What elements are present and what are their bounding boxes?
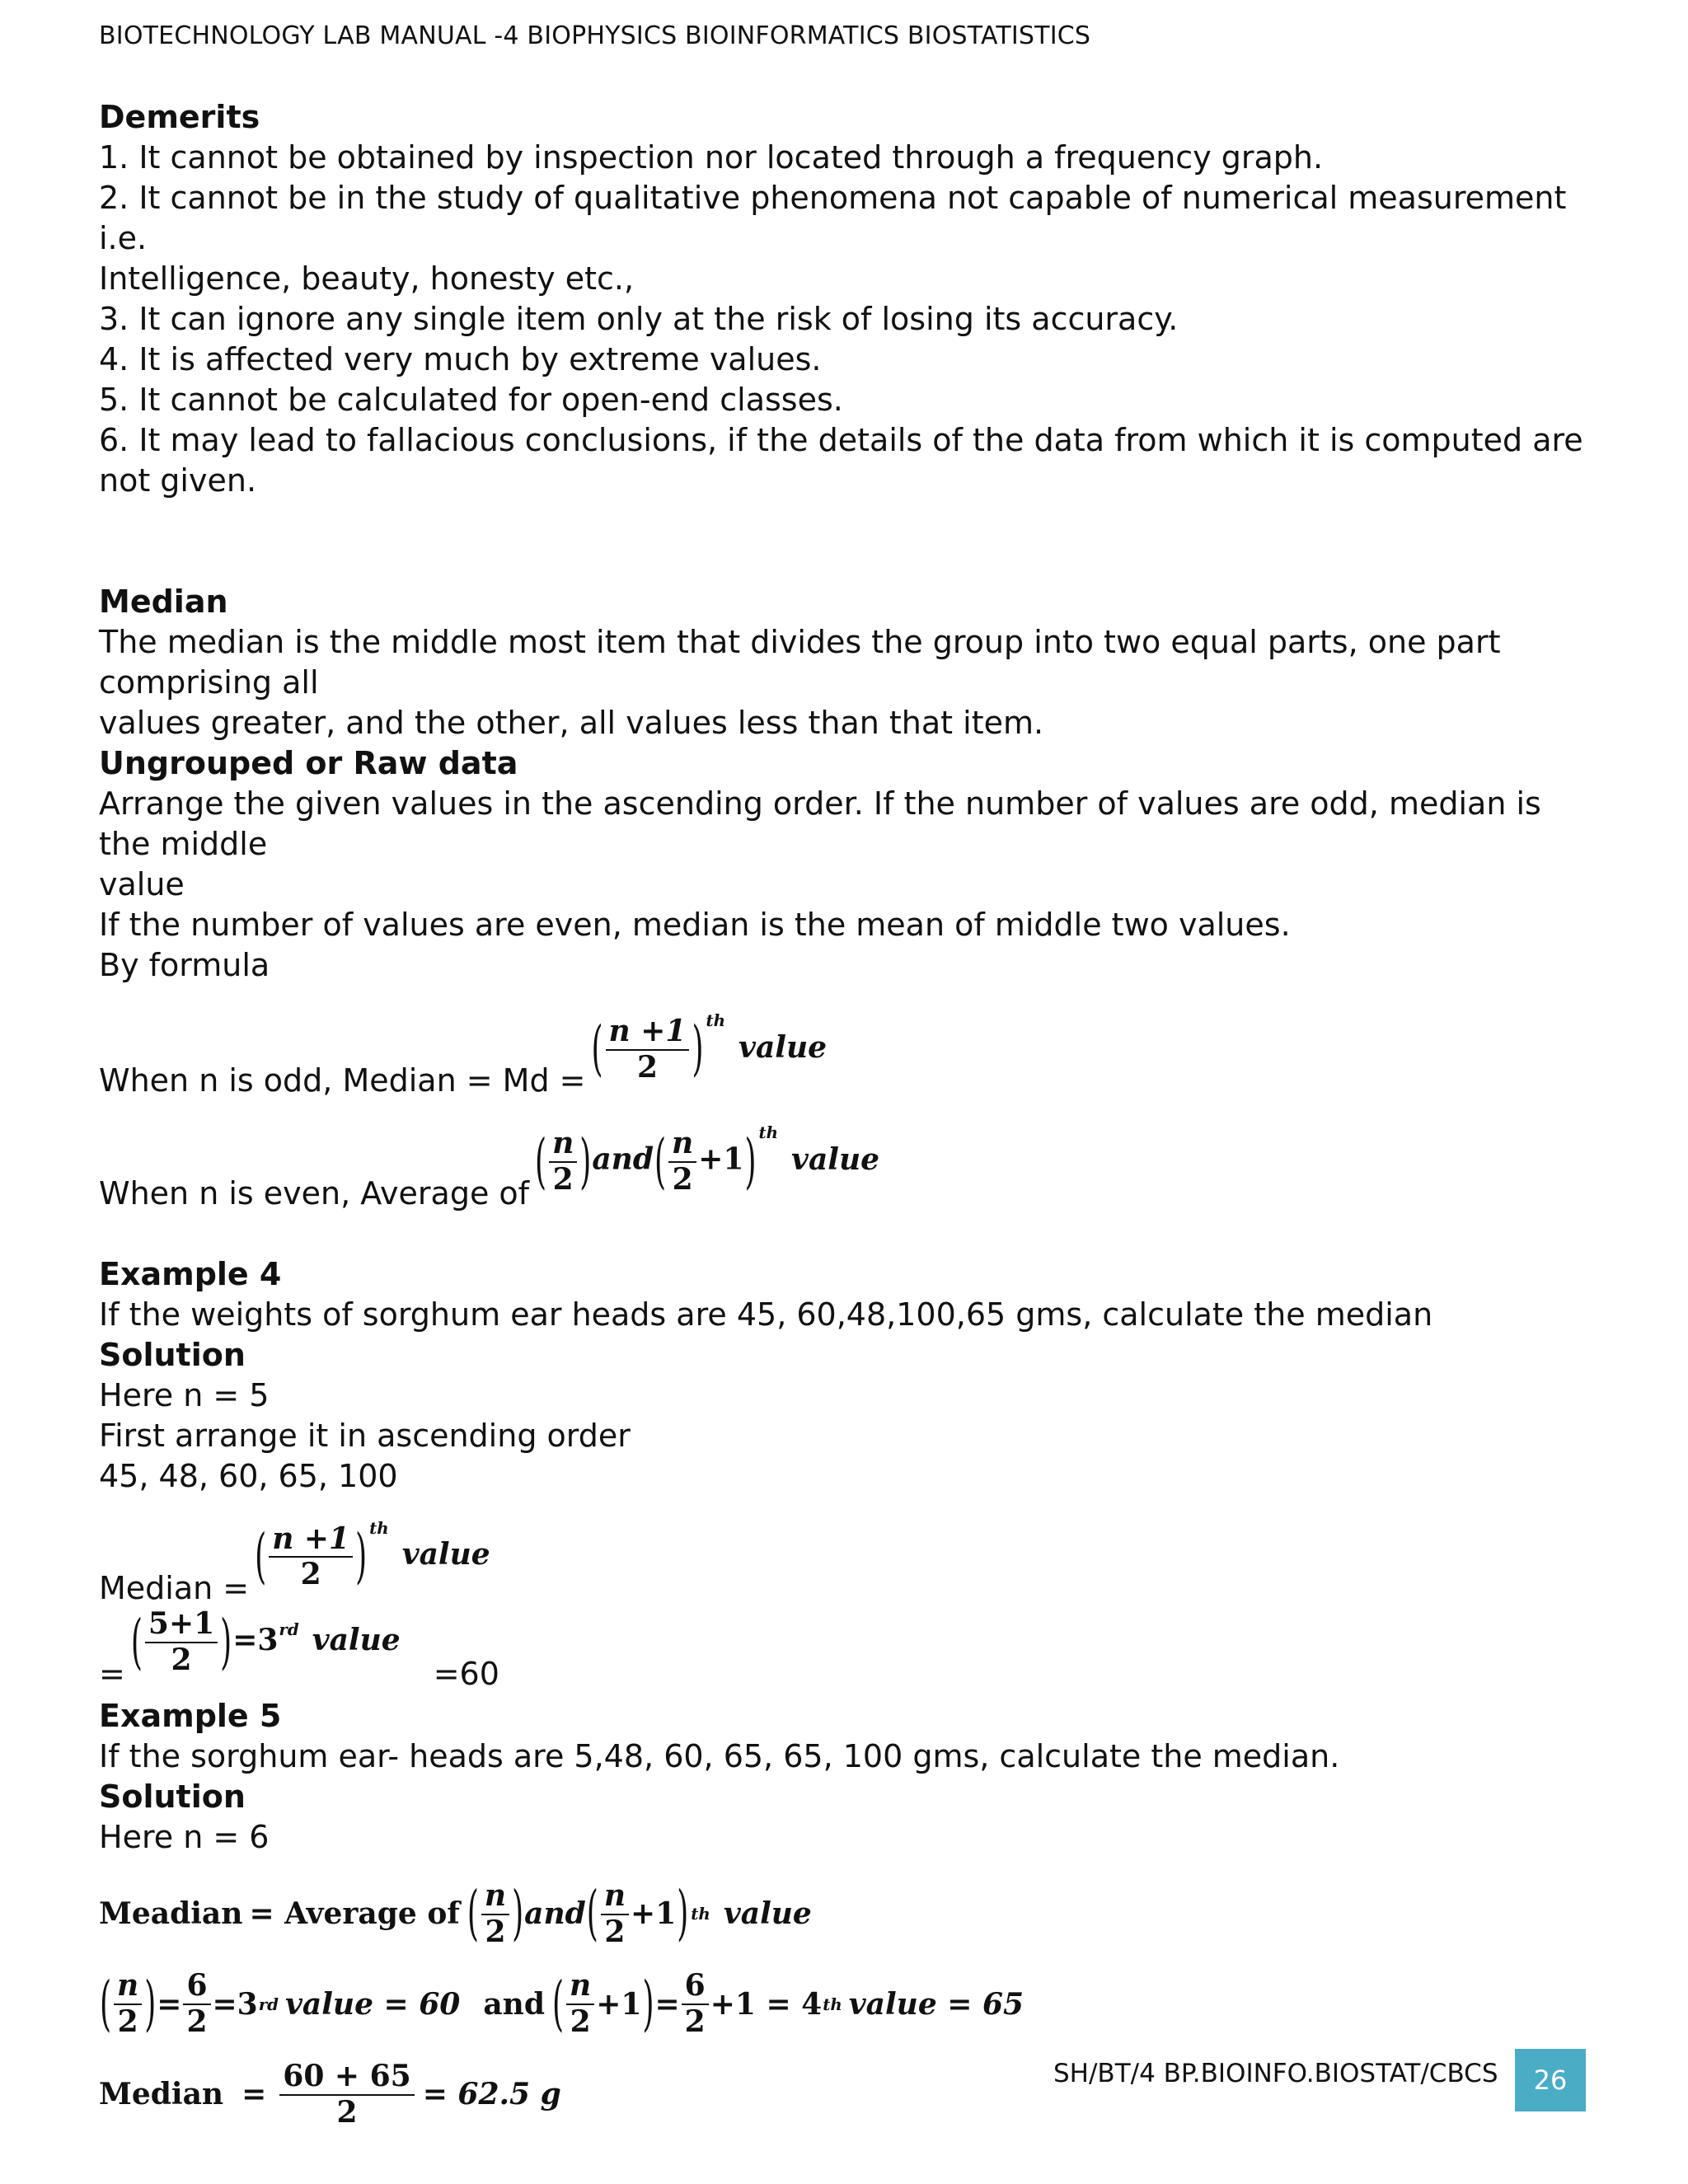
demerits-line: 2. It cannot be in the study of qualitative phenomena not capable of numerical measurement i.e. (99, 180, 1567, 256)
demerits-line: 3. It can ignore any single item only at the risk of losing its accuracy. (99, 301, 1179, 337)
example4-eq: = (99, 1655, 125, 1692)
demerits-line: 6. It may lead to fallacious conclusions, if the details of the data from which it is computed are (99, 422, 1583, 458)
example5-result: Median = $\frac{60 + 65}{2}$ = 62.5 g (99, 2059, 561, 2130)
example5-heading: Example 5 (99, 1697, 282, 1734)
example5-average-formula: Meadian = Average of ( $\frac{n}{2}$ ) and ( $\frac{n}{2}$ +1 ) th value (99, 1877, 812, 1949)
odd-formula-label: When n is odd, Median = Md = (99, 1062, 586, 1099)
example4-n: Here n = 5 (99, 1376, 270, 1413)
demerits-line: 4. It is affected very much by extreme values. (99, 341, 822, 377)
median-definition: values greater, and the other, all values less than that item. (99, 705, 1044, 741)
example5-problem: If the sorghum ear- heads are 5,48, 60, 65, 65, 100 gms, calculate the median. (99, 1737, 1340, 1774)
demerits-line: 5. It cannot be calculated for open-end classes. (99, 382, 843, 418)
demerits-line: not given. (99, 462, 257, 499)
ungrouped-heading: Ungrouped or Raw data (99, 745, 518, 781)
odd-formula (99, 1010, 1599, 1101)
example4-median-math: ( $\frac{n +1}{2}$ ) $^{th}$value (255, 1517, 490, 1592)
page-number-badge: 26 (1515, 2049, 1586, 2111)
even-formula (99, 1122, 1599, 1213)
demerits-line: 1. It cannot be obtained by inspection nor located through a frequency graph. (99, 139, 1324, 176)
page-content (99, 97, 1599, 2129)
example4-median-formula (99, 1517, 1599, 1609)
footer-code: SH/BT/4 BP.BIOINFO.BIOSTAT/CBCS (1053, 2059, 1498, 2088)
example4-heading: Example 4 (99, 1255, 282, 1292)
example4-result: =60 (433, 1655, 499, 1692)
even-formula-math: ( $\frac{n}{2}$ )and( $\frac{n}{2}$ +1) $^{th}$value (535, 1122, 880, 1197)
example4-problem: If the weights of sorghum ear heads are 45, 60,48,100,65 gms, calculate the median (99, 1296, 1433, 1333)
median-heading: Median (99, 583, 228, 620)
demerits-heading: Demerits (99, 99, 260, 135)
demerits-line: Intelligence, beauty, honesty etc., (99, 260, 635, 297)
example4-calc-math: ( $\frac{5+1}{2}$ )=3rd value (130, 1606, 401, 1678)
median-definition: The median is the middle most item that divides the group into two equal parts, one part comprising all (99, 624, 1501, 701)
arrange-text: value (99, 866, 185, 902)
example4-arrange: First arrange it in ascending order (99, 1417, 631, 1454)
example4-calc (99, 1606, 1599, 1694)
arrange-text: Arrange the given values in the ascending order. If the number of values are odd, median is the middle (99, 785, 1541, 862)
page-header: BIOTECHNOLOGY LAB MANUAL -4 BIOPHYSICS BIOINFORMATICS BIOSTATISTICS (99, 21, 1091, 50)
example4-sorted: 45, 48, 60, 65, 100 (99, 1457, 398, 1494)
example5-solution: Solution (99, 1778, 246, 1815)
even-formula-label: When n is even, Average of (99, 1174, 530, 1212)
even-text: If the number of values are even, median is the mean of middle two values. (99, 907, 1291, 943)
example5-n: Here n = 6 (99, 1818, 270, 1855)
example4-solution: Solution (99, 1336, 246, 1373)
example5-steps: ( $\frac{n}{2}$ ) = $\frac{6}{2}$ =3 rd value = 60 and ( $\frac{n}{2}$ +1 ) = $\frac{6}{2}$ +1 = 4 th value = 65 (100, 1968, 1025, 2040)
by-formula: By formula (99, 947, 270, 983)
example4-median-label: Median = (99, 1570, 250, 1607)
odd-formula-math: ( $\frac{n +1}{2}$ ) $^{th}$value (591, 1010, 828, 1085)
